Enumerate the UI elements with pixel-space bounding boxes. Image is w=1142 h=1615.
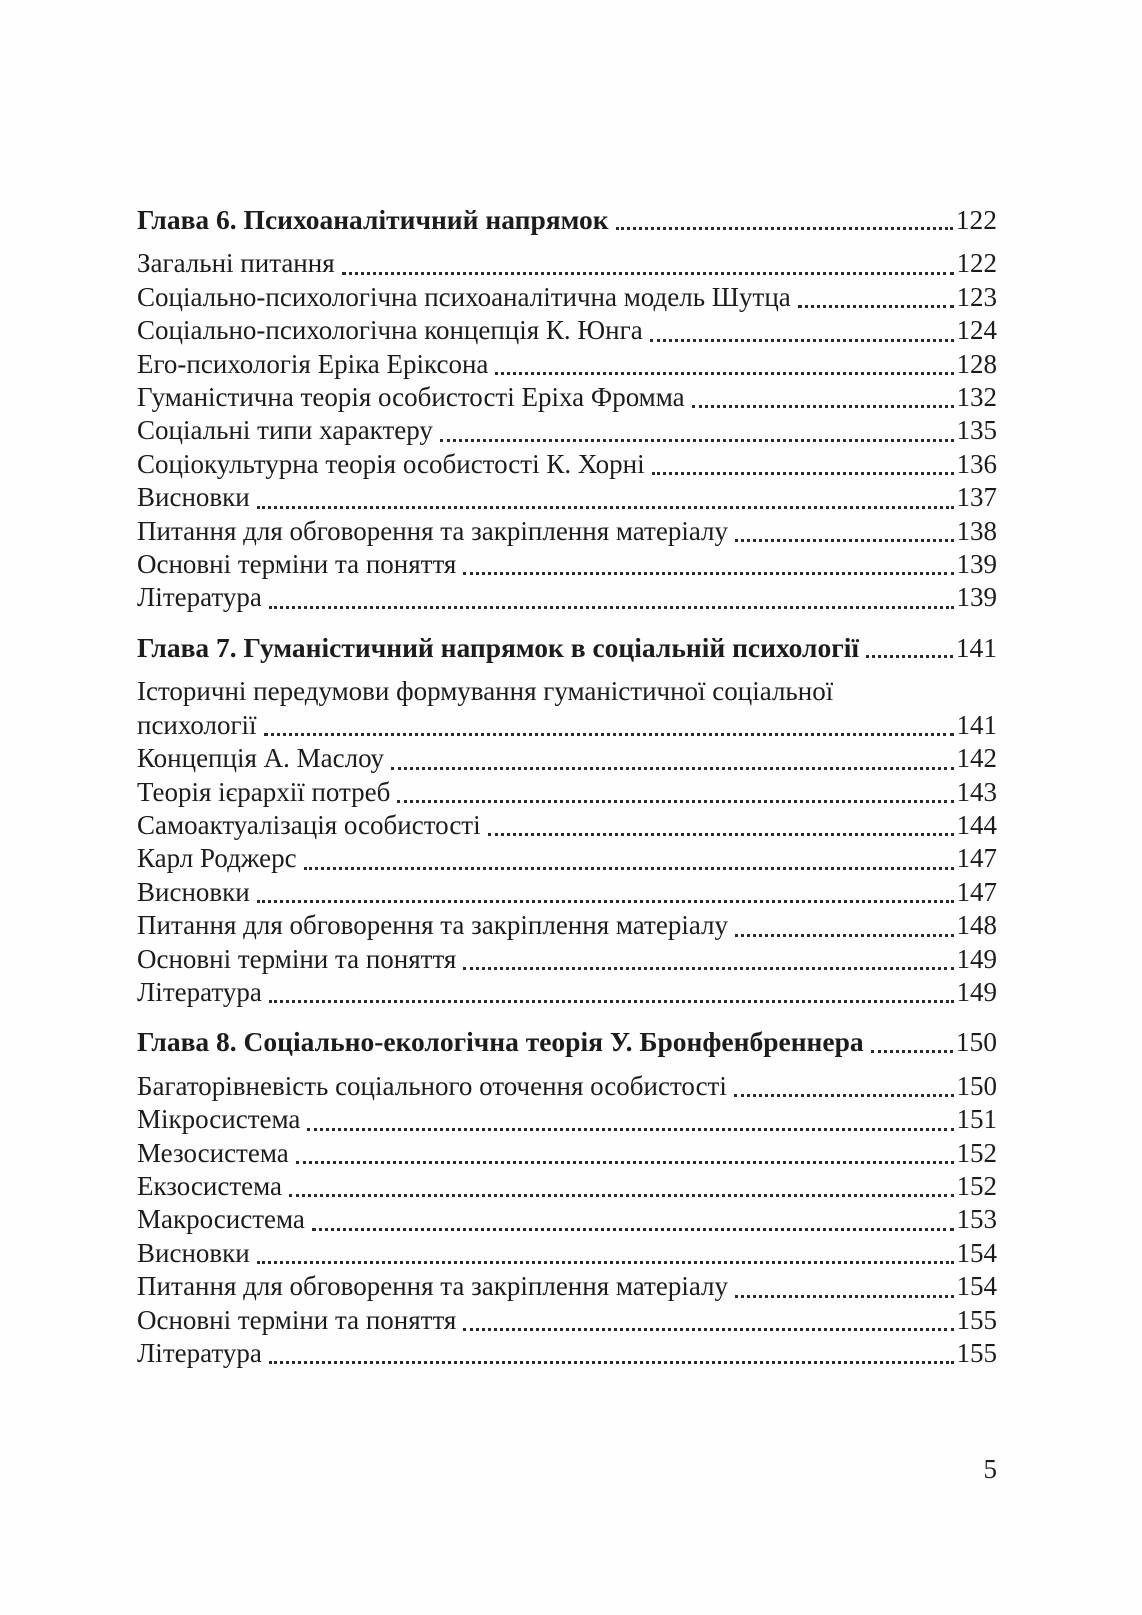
toc-entry-page-number: 150 <box>956 1070 997 1101</box>
toc-entry-page-number: 141 <box>956 709 997 740</box>
toc-entry-title: Питання для обговорення та закріплення матеріалу <box>137 515 729 546</box>
toc-entry <box>137 1237 997 1270</box>
toc-entry <box>137 909 997 942</box>
dot-leader <box>312 1228 954 1231</box>
dot-leader <box>495 372 953 375</box>
toc-entry-page-number: 122 <box>956 248 997 279</box>
toc-entry-title: Соціальні типи характеру <box>137 415 433 446</box>
dot-leader <box>304 867 954 870</box>
toc-entry <box>137 1337 997 1370</box>
toc-heading <box>137 631 997 664</box>
toc-heading-title: Глава 6. Психоаналітичний напрямок <box>137 204 609 235</box>
toc-entry-title: Соціально-психологічна психоаналітична модель Шутца <box>137 281 791 312</box>
toc-entry-title: Его-психологія Еріка Еріксона <box>137 348 489 379</box>
toc-entry <box>137 1304 997 1337</box>
dot-leader <box>652 472 954 475</box>
toc-entry-title: Концепція А. Маслоу <box>137 743 385 774</box>
toc-heading-title: Глава 7. Гуманістичний напрямок в соціальній психології <box>137 631 859 663</box>
toc-entry <box>137 842 997 875</box>
toc-entry-title: Висновки <box>137 876 250 907</box>
toc-entry-title: Питання для обговорення та закріплення матеріалу <box>137 910 729 941</box>
toc-entry-page-number: 142 <box>956 743 997 774</box>
toc-entry <box>137 776 997 809</box>
toc-entry <box>137 1203 997 1236</box>
dot-leader <box>289 1194 953 1197</box>
toc-entry-title: Основні терміни та поняття <box>137 943 457 974</box>
toc-section <box>137 203 997 615</box>
toc-entry-title: Макросистема <box>137 1204 305 1235</box>
toc-entry <box>137 281 997 314</box>
dot-leader <box>269 606 954 609</box>
toc-entry-page-number: 152 <box>956 1170 997 1201</box>
toc-entry <box>137 381 997 414</box>
toc-entry <box>137 943 997 976</box>
dot-leader <box>866 655 953 658</box>
toc-entry-title: Соціокультурна теорія особистості К. Хорні <box>137 448 645 479</box>
dot-leader <box>257 1261 954 1264</box>
toc-entry <box>137 976 997 1009</box>
dot-leader <box>616 227 953 230</box>
toc-entry-page-number: 132 <box>956 382 997 413</box>
dot-leader <box>269 1000 954 1003</box>
toc-entry-page-number: 153 <box>956 1204 997 1235</box>
toc-entry-page-number: 147 <box>956 876 997 907</box>
toc-entry-page-number: 123 <box>956 281 997 312</box>
toc-entry-title: Карл Роджерс <box>137 843 297 874</box>
toc-entry-page-number: 151 <box>956 1104 997 1135</box>
dot-leader <box>463 572 953 575</box>
toc-heading <box>137 203 997 236</box>
toc-entry-title: Література <box>137 976 262 1007</box>
toc-entry-page-number: 139 <box>956 582 997 613</box>
toc-entry-title: Література <box>137 582 262 613</box>
dot-leader <box>692 405 954 408</box>
toc-entry <box>137 515 997 548</box>
toc-entry-page-number: 149 <box>956 943 997 974</box>
toc-entry-title: Висновки <box>137 482 250 513</box>
dot-leader <box>269 1361 954 1364</box>
table-of-contents <box>137 203 997 1370</box>
toc-entry-page-number: 148 <box>956 910 997 941</box>
dot-leader <box>650 339 954 342</box>
toc-entry-title: Питання для обговорення та закріплення матеріалу <box>137 1271 729 1302</box>
toc-entry <box>137 414 997 447</box>
dot-leader <box>307 1128 953 1131</box>
dot-leader <box>391 767 953 770</box>
dot-leader <box>257 506 954 509</box>
toc-entry-title: Загальні питання <box>137 248 335 279</box>
toc-entry-page-number: 144 <box>956 809 997 840</box>
dot-leader <box>264 733 954 736</box>
toc-entry <box>137 348 997 381</box>
toc-entry-title: Мезосистема <box>137 1137 289 1168</box>
toc-entry-title: Багаторівневість соціального оточення особистості <box>137 1070 727 1101</box>
dot-leader <box>871 1050 953 1053</box>
toc-entry-title: Література <box>137 1338 262 1368</box>
toc-entry-page-number: 152 <box>956 1137 997 1168</box>
toc-entry <box>137 1270 997 1303</box>
toc-entry-title: Основні терміни та поняття <box>137 1304 457 1335</box>
toc-entry <box>137 581 997 614</box>
toc-entry <box>137 876 997 909</box>
toc-entry <box>137 675 997 708</box>
dot-leader <box>735 934 953 937</box>
toc-entry <box>137 809 997 842</box>
toc-section <box>137 1025 997 1370</box>
dot-leader <box>257 900 954 903</box>
toc-entry-page-number: 139 <box>956 549 997 580</box>
toc-heading-page-number: 150 <box>955 1026 997 1058</box>
toc-entry <box>137 481 997 514</box>
toc-entry <box>137 709 997 742</box>
toc-entry-title: Теорія ієрархії потреб <box>137 776 391 807</box>
toc-entry-title: Гуманістична теорія особистості Еріха Фромма <box>137 382 685 413</box>
dot-leader <box>734 1094 954 1097</box>
toc-heading <box>137 1025 997 1058</box>
toc-entry-title: Екзосистема <box>137 1170 283 1201</box>
toc-entry-page-number: 155 <box>956 1304 997 1335</box>
toc-entry-page-number: 155 <box>956 1338 997 1368</box>
toc-heading-title: Глава 8. Соціально-екологічна теорія У. Бронфенбреннера <box>137 1026 864 1058</box>
toc-entry-page-number: 135 <box>956 415 997 446</box>
toc-entry-title: Соціально-психологічна концепція К. Юнга <box>137 315 643 346</box>
dot-leader <box>735 539 953 542</box>
dot-leader <box>488 833 954 836</box>
toc-entry-page-number: 137 <box>956 482 997 513</box>
toc-entry-page-number: 136 <box>956 448 997 479</box>
toc-entry <box>137 1070 997 1103</box>
toc-entry-title: Історичні передумови формування гуманістичної соціальної <box>137 676 834 707</box>
toc-section <box>137 631 997 1009</box>
dot-leader <box>440 439 954 442</box>
toc-entry-page-number: 147 <box>956 843 997 874</box>
dot-leader <box>342 272 954 275</box>
toc-entry <box>137 1103 997 1136</box>
toc-entry-page-number: 154 <box>956 1271 997 1302</box>
toc-entry <box>137 742 997 775</box>
dot-leader <box>296 1161 954 1164</box>
toc-entry <box>137 247 997 280</box>
folio-page-number: 5 <box>983 1454 997 1484</box>
toc-entry-title: Самоактуалізація особистості <box>137 809 481 840</box>
toc-entry-page-number: 128 <box>956 348 997 379</box>
dot-leader <box>463 967 953 970</box>
toc-entry-page-number: 124 <box>956 315 997 346</box>
toc-heading-page-number: 122 <box>955 204 997 235</box>
toc-entry-title: Висновки <box>137 1237 250 1268</box>
toc-entry-title: Основні терміни та поняття <box>137 549 457 580</box>
dot-leader <box>798 305 954 308</box>
toc-entry <box>137 1137 997 1170</box>
dot-leader <box>397 800 953 803</box>
dot-leader <box>735 1295 953 1298</box>
dot-leader <box>463 1328 953 1331</box>
toc-entry <box>137 548 997 581</box>
toc-entry-title: психології <box>137 709 257 740</box>
toc-entry <box>137 1170 997 1203</box>
toc-entry-page-number: 143 <box>956 776 997 807</box>
toc-entry <box>137 314 997 347</box>
toc-entry <box>137 448 997 481</box>
toc-entry-title: Мікросистема <box>137 1104 301 1135</box>
toc-heading-page-number: 141 <box>955 631 997 663</box>
toc-entry-page-number: 149 <box>956 976 997 1007</box>
toc-entry-page-number: 154 <box>956 1237 997 1268</box>
toc-entry-page-number: 138 <box>956 515 997 546</box>
